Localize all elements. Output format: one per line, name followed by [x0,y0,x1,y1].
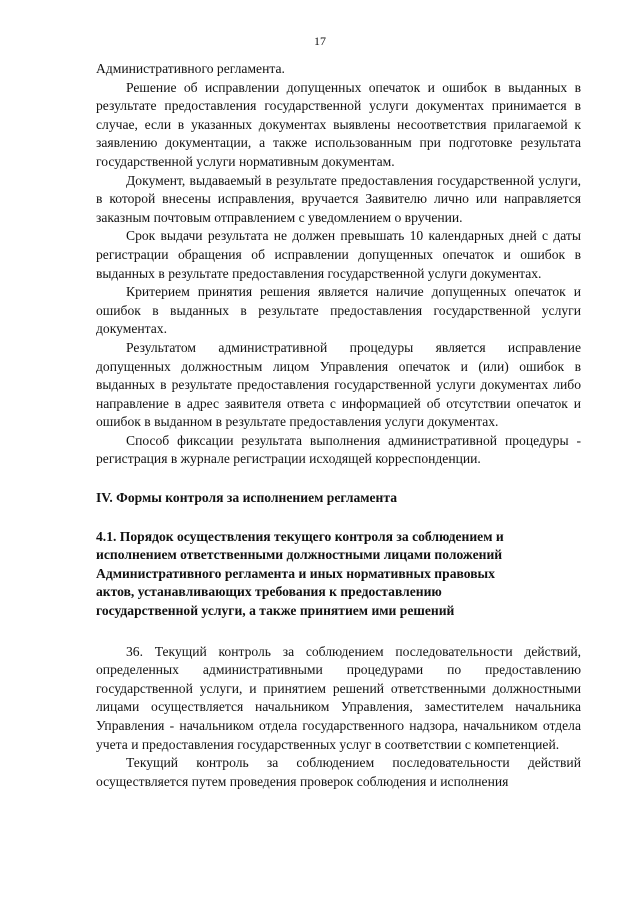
section-heading: IV. Формы контроля за исполнением регламента [96,490,398,506]
paragraph: Текущий контроль за соблюдением последовательности действий осуществляется путем проведения проверок соблюдения и исполнения [96,755,581,789]
subsection-heading-line: государственной услуги, а также принятием ими решений [96,603,455,619]
paragraph: Результатом административной процедуры является исправление допущенных должностным лицом Управления опечаток и (или) ошибок в выданных в результате предоставления государственной услуги документах либо направление в адрес заявителя ответа с информацией об отсутствии опечаток и ошибок в выданном в результате предоставления услуги документах. [96,339,581,430]
document-body [96,60,581,791]
paragraph: Срок выдачи результата не должен превышать 10 календарных дней с даты регистрации обращения об исправлении допущенных опечаток и ошибок в выданных в результате предоставления государственной услуги документах. [96,228,581,281]
subsection-heading-line: Административного регламента и иных нормативных правовых [96,565,495,581]
paragraph: Способ фиксации результата выполнения административной процедуры - регистрация в журнале регистрации исходящей корреспонденции. [96,432,581,467]
paragraph: Решение об исправлении допущенных опечаток и ошибок в выданных в результате предоставления государственной услуги документах принимается в случае, если в указанных документах выявлены несоответствия прилагаемой к заявлению документации, а также использованным при подготовке результата государственной услуги нормативным документам. [96,79,581,169]
page-number: 17 [314,34,326,48]
paragraph: Критерием принятия решения является наличие допущенных опечаток и ошибок в выданных в результате предоставления государственной услуги документах. [96,284,581,337]
paragraph: Документ, выдаваемый в результате предоставления государственной услуги, в которой внесены исправления, вручается Заявителю лично или направляется заказным почтовым отправлением с уведомлением о вручении. [96,172,581,225]
subsection-heading [96,528,581,621]
subsection-heading-line: 4.1. Порядок осуществления текущего контроля за соблюдением и [96,528,504,544]
subsection-heading-line: актов, устанавливающих требования к предоставлению [96,584,442,600]
subsection-heading-line: исполнением ответственными должностными лицами положений [96,547,503,563]
paragraph: Административного регламента. [96,61,285,76]
paragraph: 36. Текущий контроль за соблюдением последовательности действий, определенных административными процедурами по предоставлению государственной услуги, и принятием решений ответственными должностными лицами осуществляется начальником Управления, заместителем начальника Управления - начальником отдела государственного надзора, начальником отдела учета и предоставления государственных услуг в соответствии с компетенцией. [96,643,581,752]
